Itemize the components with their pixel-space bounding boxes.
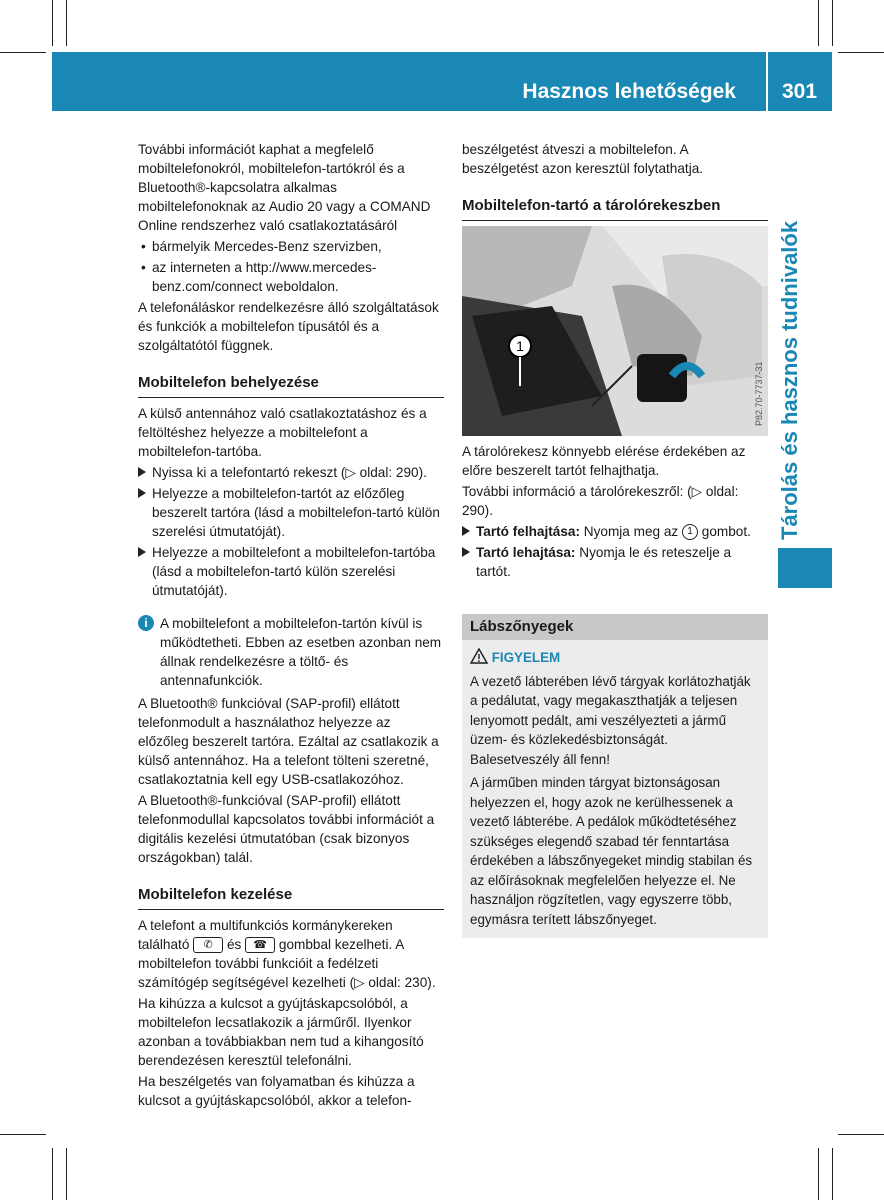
paragraph: A tárolórekesz könnyebb elérése érdekében az előre beszerelt tartót felhajthatja.: [462, 444, 746, 478]
step-item: Helyezze a mobiltelefon-tartót az előzőleg beszerelt tartóra (lásd a mobiltelefon-tartó külön szerelési útmutatóját).: [138, 484, 444, 541]
paragraph: Ha beszélgetés van folyamatban és kihúzza a kulcsot a gyújtáskapcsolóból, akkor a telefon-: [138, 1074, 415, 1108]
step-item: [462, 522, 768, 541]
header-divider: [766, 52, 768, 111]
warning-icon: [470, 648, 488, 664]
crop-mark: [838, 52, 884, 53]
list-item: • bármelyik Mercedes-Benz szervizben,: [138, 237, 444, 256]
intro-paragraph: További információt kaphat a megfelelő mobiltelefonokról, mobiltelefon-tartókról és a Bluetooth®-kapcsolatra alkalmas mobiltelefonoknak az Audio 20 vagy a COMAND Online rendszerhez való csatlakoztatásáról: [138, 142, 431, 233]
paragraph: A Bluetooth® funkcióval (SAP-profil) ellátott telefonmodult a használathoz helyezze az előzőleg beszerelt tartóra. Ezáltal az csatlakozik a külső antennához. Ha a telefont tölteni szeretné, csatlakoztatnia kell egy USB-csatlakozóhoz.: [138, 696, 439, 787]
paragraph: A Bluetooth®-funkcióval (SAP-profil) ellátott telefonmodullal kapcsolatos további információt a digitális kezelési útmutatóban (csak bizonyos országokban) talál.: [138, 793, 435, 865]
crop-mark: [0, 52, 46, 53]
right-column: [462, 140, 768, 227]
crop-mark: [66, 0, 67, 46]
paragraph: beszélgetést átveszi a mobiltelefon. A beszélgetést azon keresztül folytathatja.: [462, 142, 704, 176]
step-label: Tartó felhajtása:: [476, 524, 580, 539]
phone-holder-photo: [462, 226, 768, 436]
section-sidebar-label: Tárolás és hasznos tudnivalók: [777, 220, 802, 540]
paragraph: A külső antennához való csatlakoztatáshoz és a feltöltéshez helyezze a mobiltelefont a mobiltelefon-tartóba.: [138, 406, 427, 459]
button-1-icon: 1: [682, 524, 698, 540]
right-column-lower: [462, 442, 768, 583]
section-heading: Mobiltelefon behelyezése: [138, 373, 444, 398]
section-heading: Mobiltelefon-tartó a tárolórekeszben: [462, 196, 768, 221]
warning-heading: [470, 648, 760, 668]
warning-box: [462, 640, 768, 937]
text-span: A telefont a multifunkciós kormánykereken található: [138, 918, 393, 952]
page-header: [52, 52, 832, 111]
text-span: és: [226, 937, 242, 952]
paragraph: Ha kihúzza a kulcsot a gyújtáskapcsolóból, a mobiltelefon lecsatlakozik a járműről. Ilyenkor azonban a továbbiakban nem tud a kihangosító berendezésen keresztül telefonálni.: [138, 996, 424, 1068]
step-label: Tartó lehajtása:: [476, 545, 576, 560]
crop-mark: [832, 0, 833, 46]
step-item: Nyissa ki a telefontartó rekeszt (▷ oldal: 290).: [138, 463, 444, 482]
text-span: Nyomja le és reteszelje a tartót.: [476, 545, 732, 579]
floor-mats-section: [462, 614, 768, 938]
crop-mark: [66, 1148, 67, 1200]
text-span: Nyomja meg az: [583, 524, 679, 539]
phone-accept-icon: ✆: [193, 937, 223, 953]
step-item: Helyezze a mobiltelefont a mobiltelefon-tartóba (lásd a mobiltelefon-tartó külön szerelési útmutatóját).: [138, 543, 444, 600]
paragraph: [138, 916, 444, 992]
crop-mark: [818, 1148, 819, 1200]
info-text: A mobiltelefont a mobiltelefon-tartón kívül is működtetheti. Ebben az esetben azonban nem állnak rendelkezésre a töltő- és antennafunkciók.: [160, 616, 442, 688]
crop-mark: [52, 0, 53, 46]
section-title-bar: Lábszőnyegek: [462, 614, 768, 640]
warning-label: FIGYELEM: [491, 650, 561, 665]
photo-illustration: [462, 226, 768, 436]
text-span: gombot.: [701, 524, 751, 539]
photo-code: P82.70-7737-31: [754, 361, 764, 426]
paragraph: A telefonáláskor rendelkezésre álló szolgáltatások és funkciók a mobiltelefon típusától és a szolgáltatótól függnek.: [138, 300, 439, 353]
page-title: Hasznos lehetőségek: [522, 80, 736, 103]
info-icon: i: [138, 615, 154, 631]
step-item: [462, 543, 768, 581]
page-number: 301: [782, 80, 818, 103]
text-span: gombbal kezelheti. A mobiltelefon további funkcióit a fedélzeti számítógép segítségével kezelheti (▷ oldal: 230).: [138, 937, 436, 990]
section-tab-marker: [778, 548, 832, 588]
crop-mark: [0, 1134, 46, 1135]
callout-number: 1: [516, 338, 524, 354]
warning-text: A vezető lábterében lévő tárgyak korlátozhatják a pedálutat, vagy megakaszthatják a teljesen lenyomott pedált, ami veszélyezteti a jármű üzem- és közlekedésbiztonságát. Balesetveszély áll fenn!: [470, 673, 751, 767]
info-note: [138, 614, 444, 690]
section-heading: Mobiltelefon kezelése: [138, 885, 444, 910]
list-item: • az interneten a http://www.mercedes-benz.com/connect weboldalon.: [138, 258, 444, 296]
crop-mark: [838, 1134, 884, 1135]
crop-mark: [52, 1148, 53, 1200]
left-column: [138, 140, 444, 1112]
paragraph: További információ a tárolórekeszről: (▷ oldal: 290).: [462, 484, 739, 518]
crop-mark: [818, 0, 819, 46]
phone-end-icon: ☎: [245, 937, 275, 953]
warning-text: A járműben minden tárgyat biztonságosan helyezzen el, hogy azok ne kerülhessenek a vezető lábterébe. A pedálok működtetéséhez szükséges elegendő szabad tér fenntartása érdekében a lábszőnyegeket mindig stabilan és az előírásoknak megfelelően helyezze el. Ne használjon rögzítetlen, vagy egyszerre több, egymásra terített lábszőnyeget.: [470, 775, 753, 927]
crop-mark: [832, 1148, 833, 1200]
